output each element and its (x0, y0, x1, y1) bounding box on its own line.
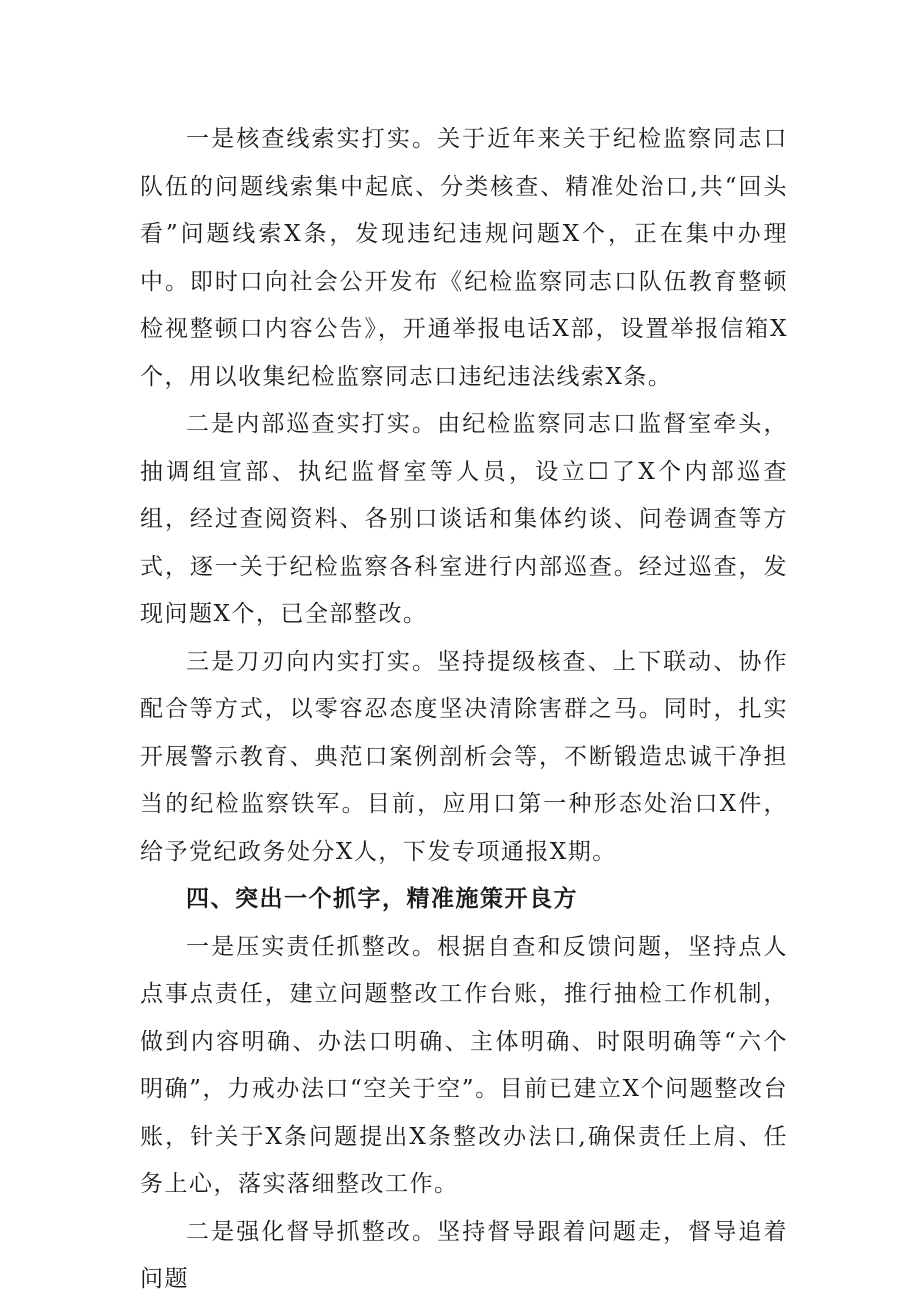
section-heading: 四、突出一个抓字，精准施策开良方 (186, 886, 578, 912)
paragraph-supervision: 二是强化督导抓整改。坚持督导跟着问题走，督导追着问题 (140, 1218, 788, 1292)
paragraph-internal-inspection: 二是内部巡查实打实。由纪检监察同志口监督室牵头，抽调组宣部、执纪监督室等人员，设立☐了X个内部巡查组，经过查阅资料、各别口谈话和集体约谈、问卷调查等方式，逐一关于纪检监察各科室进行内部巡查。经过巡查，发现问题X个，已全部整改。 (140, 411, 788, 627)
paragraph-responsibility: 一是压实责任抓整改。根据自查和反馈问题，坚持点人点事点责任，建立问题整改工作台账，推行抽检工作机制，做到内容明确、办法口明确、主体明确、时限明确等“六个明确”，力戒办法口“空关于空”。目前已建立X个问题整改台账，针关于X条问题提出X条整改办法口,确保责任上肩、任务上心，落实落细整改工作。 (140, 933, 788, 1197)
paragraph-verify-clues: 一是核查线索实打实。关于近年来关于纪检监察同志口队伍的问题线索集中起底、分类核查、精准处治口,共“回头看”问题线索X条，发现违纪违规问题X个，正在集中办理中。即时口向社会公开发布《纪检监察同志口队伍教育整顿检视整顿口内容公告》，开通举报电话X部，设置举报信箱X个，用以收集纪检监察同志口违纪违法线索X条。 (140, 126, 788, 390)
paragraph-self-discipline: 三是刀刃向内实打实。坚持提级核查、上下联动、协作配合等方式，以零容忍态度坚决清除害群之马。同时，扎实开展警示教育、典范口案例剖析会等，不断锻造忠诚干净担当的纪检监察铁军。目前，应用口第一种形态处治口X件，给予党纪政务处分X人，下发专项通报X期。 (140, 648, 788, 865)
